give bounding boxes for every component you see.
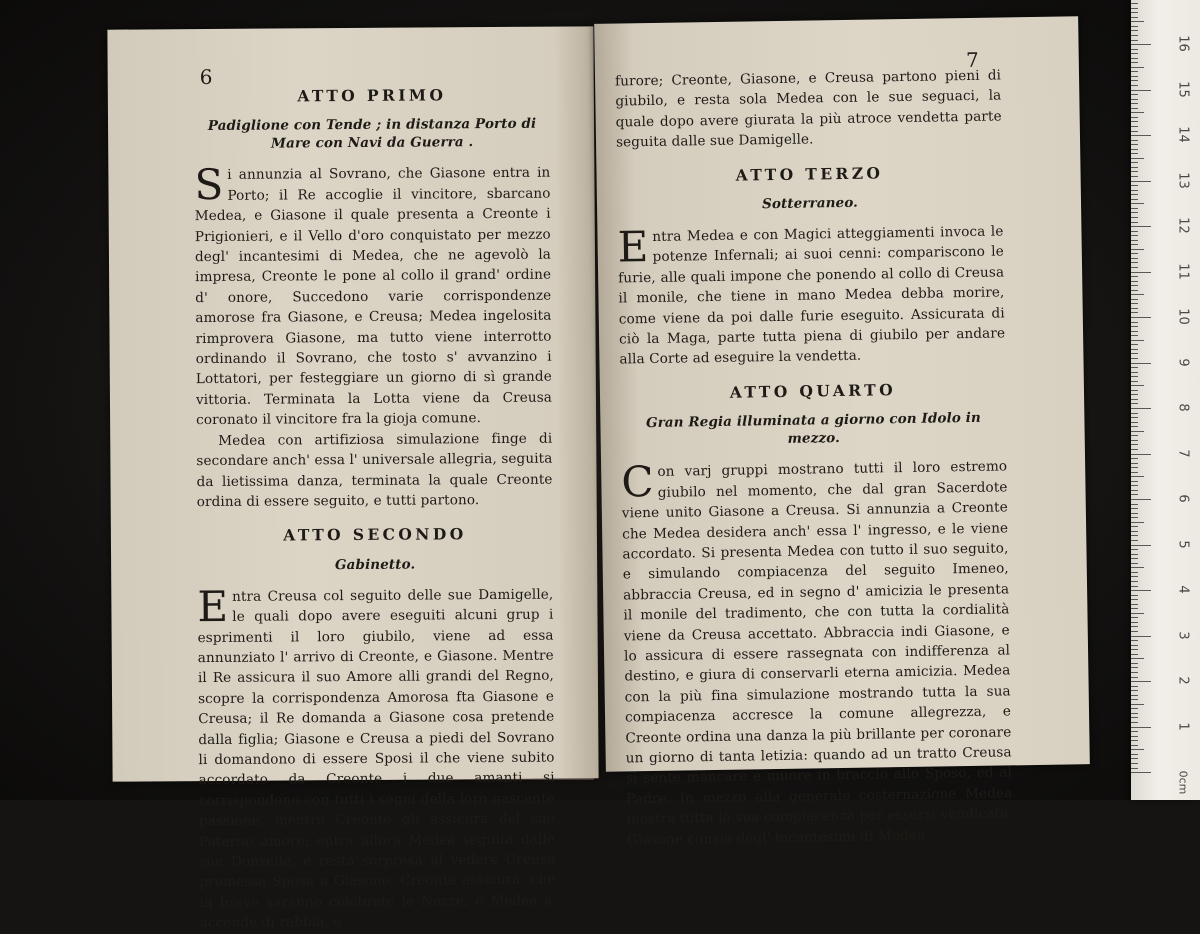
ruler-tick [1131, 176, 1138, 177]
ruler-tick [1131, 285, 1138, 286]
ruler-tick [1131, 244, 1138, 245]
ruler-tick [1131, 58, 1138, 59]
ruler-tick [1131, 135, 1151, 136]
ruler-tick [1131, 399, 1138, 400]
ruler-tick [1131, 417, 1138, 418]
ruler-tick [1131, 754, 1138, 755]
ruler-tick [1131, 490, 1138, 491]
ruler-tick [1131, 253, 1138, 254]
ruler-tick [1131, 499, 1151, 500]
ruler-tick [1131, 272, 1151, 273]
ruler-tick [1131, 162, 1138, 163]
ruler-tick [1131, 208, 1138, 209]
ruler-tick [1131, 249, 1144, 250]
ruler-tick [1131, 340, 1144, 341]
ruler-tick [1131, 153, 1138, 154]
ruler-tick [1131, 67, 1144, 68]
ruler-tick [1131, 722, 1138, 723]
ruler-tick [1131, 53, 1138, 54]
ruler-tick [1131, 258, 1138, 259]
ruler-tick [1131, 444, 1138, 445]
act4-scene: Gran Regia illuminata a giorno con Idolo in mezzo. [645, 410, 981, 448]
ruler-tick [1131, 636, 1151, 637]
ruler-tick [1131, 71, 1138, 72]
dropcap: S [194, 160, 224, 210]
act3-title: ATTO TERZO [735, 162, 884, 185]
ruler-tick [1131, 649, 1138, 650]
measuring-ruler [1131, 0, 1200, 800]
act1-paragraph-1: Si annunzia al Sovrano, che Giasone entra in Porto; il Re accoglie il vincitore, sbarcano Medea, e Giasone il quale presenta a Creonte i Prigionieri, e il Vello d'oro conquistato per mezzo degl' incantesimi di Medea, che ne agevolò la impresa, Creonte le pone al collo il grand' ordine d' onore, Succedono varie corrispondenze amorose fra Giasone, e Creusa; Medea ingelosita rimprovera Giasone, ma tutto viene interrotto ordinando il Sovrano, che tosto s' avvanzino i Lottatori, per festeggiare un giorno di sì grande vittoria. Terminata la Lotta viene da Creusa coronato il vincitore fra la gioja comune. [194, 160, 553, 429]
ruler-tick [1131, 326, 1138, 327]
ruler-tick [1131, 85, 1138, 86]
ruler-tick [1131, 595, 1138, 596]
ruler-tick [1131, 731, 1138, 732]
ruler-tick [1131, 394, 1138, 395]
ruler-tick [1131, 49, 1138, 50]
act2-scene: Gabinetto. [334, 556, 416, 573]
ruler-tick [1131, 353, 1138, 354]
ruler-tick [1131, 181, 1151, 182]
ruler-number: 8 [1175, 403, 1191, 412]
ruler-tick [1131, 322, 1138, 323]
ruler-tick [1131, 745, 1138, 746]
ruler-tick [1131, 713, 1138, 714]
ruler-tick [1131, 117, 1138, 118]
ruler-number: 6 [1175, 494, 1191, 503]
ruler-tick [1131, 158, 1144, 159]
ruler-number: 12 [1175, 217, 1191, 234]
ruler-tick [1131, 540, 1138, 541]
ruler-tick [1131, 303, 1138, 304]
ruler-number: 15 [1175, 80, 1191, 98]
ruler-tick [1131, 103, 1138, 104]
continuation-paragraph: furore; Creonte, Giasone, e Creusa partono pieni di giubilo, e resta sola Medea con le sue seguaci, la quale dopo avere giurata la più atroce vendetta parte seguita dalle sue Damigelle. [614, 67, 1002, 151]
ruler-tick [1131, 376, 1138, 377]
ruler-tick [1131, 581, 1138, 582]
ruler-tick [1131, 494, 1138, 495]
ruler-unit-label: 0cm [1176, 770, 1190, 795]
ruler-tick [1131, 567, 1144, 568]
ruler-tick [1131, 681, 1151, 682]
ruler-tick [1131, 599, 1138, 600]
ruler-tick [1131, 626, 1138, 627]
ruler-tick [1131, 613, 1144, 614]
ruler-tick [1131, 481, 1138, 482]
ruler-tick [1131, 586, 1138, 587]
right-page-text [615, 65, 1013, 850]
ruler-tick [1131, 408, 1151, 409]
ruler-tick [1131, 549, 1138, 550]
ruler-tick [1131, 308, 1138, 309]
ruler-tick [1131, 740, 1138, 741]
ruler-tick [1131, 608, 1138, 609]
ruler-tick [1131, 222, 1138, 223]
ruler-tick [1131, 699, 1138, 700]
ruler-tick [1131, 231, 1138, 232]
ruler-tick [1131, 90, 1151, 91]
ruler-tick [1131, 545, 1151, 546]
ruler-tick [1131, 686, 1138, 687]
ruler-tick [1131, 294, 1144, 295]
ruler-tick [1131, 281, 1138, 282]
ruler-tick [1131, 727, 1151, 728]
act2-paragraph-1: Entra Creusa col seguito delle sue Damigelle, le quali dopo avere eseguiti alcuni grup i esprimenti il loro giubilo, viene ad essa annunziato l' arrivo di Creonte, e Giasone. Mentre il Re assicura il suo Amore alli grandi del Regno, scopre la corrispondenza Amorosa fta Giasone e Creusa; il Re domanda a Giasone cosa pretende dalla figlia; Giasone e Creusa a piedi del Sovrano li domandono di essere Sposi il che viene subito accordato da Creonte i due amanti si corrispondono con tutti i segni della loro nascente passione, mentre Creonte gli assicura del suo Paterno amore; entra allora Medea seguita dalle sue Donzelle, e resta sorpresa al vedere Creusa promessa Sposa a Giasone, Creonte assicura, che in breve saranno celebrate le Nozze, e Medea s' accende di rabbia, e [197, 581, 556, 932]
ruler-tick [1131, 458, 1138, 459]
ruler-tick [1131, 658, 1144, 659]
ruler-tick [1131, 758, 1138, 759]
ruler-tick [1131, 8, 1138, 9]
ruler-tick [1131, 99, 1138, 100]
ruler-tick [1131, 454, 1151, 455]
left-page [107, 26, 598, 932]
ruler-tick [1131, 749, 1144, 750]
ruler-tick [1131, 403, 1138, 404]
ruler-tick [1131, 121, 1138, 122]
ruler-tick [1131, 30, 1138, 31]
ruler-tick [1131, 504, 1138, 505]
ruler-tick [1131, 167, 1138, 168]
ruler-tick [1131, 367, 1138, 368]
ruler-tick [1131, 708, 1138, 709]
ruler-tick [1131, 604, 1138, 605]
ruler-tick [1131, 235, 1138, 236]
dropcap: C [620, 457, 654, 507]
ruler-tick [1131, 144, 1138, 145]
ruler-tick [1131, 663, 1138, 664]
ruler-tick [1131, 526, 1138, 527]
act1-title: ATTO PRIMO [297, 85, 447, 106]
ruler-tick [1131, 426, 1138, 427]
ruler-tick [1131, 476, 1144, 477]
ruler-tick [1131, 531, 1138, 532]
ruler-tick [1131, 112, 1144, 113]
ruler-number: 16 [1175, 35, 1191, 52]
ruler-tick [1131, 44, 1151, 45]
ruler-tick [1131, 131, 1138, 132]
ruler-tick [1131, 358, 1138, 359]
ruler-tick [1131, 203, 1144, 204]
ruler-tick [1131, 62, 1138, 63]
ruler-tick [1131, 3, 1138, 4]
dropcap: E [617, 222, 649, 272]
ruler-tick [1131, 431, 1144, 432]
ruler-number: 7 [1175, 448, 1191, 458]
right-page-number: 7 [965, 47, 979, 73]
ruler-tick [1131, 422, 1138, 423]
ruler-tick [1131, 535, 1138, 536]
ruler-tick [1131, 517, 1138, 518]
ruler-tick [1131, 17, 1138, 18]
dropcap: E [197, 581, 229, 631]
ruler-tick [1131, 126, 1138, 127]
ruler-tick [1131, 331, 1138, 332]
ruler-number: 2 [1175, 676, 1191, 685]
ruler-tick [1131, 171, 1138, 172]
ruler-tick [1131, 508, 1138, 509]
ruler-tick [1131, 572, 1138, 573]
ruler-tick [1131, 381, 1138, 382]
ruler-tick [1131, 717, 1138, 718]
ruler-tick [1131, 631, 1138, 632]
ruler-number: 3 [1175, 630, 1191, 640]
ruler-tick [1131, 467, 1138, 468]
ruler-tick [1131, 690, 1138, 691]
ruler-tick [1131, 554, 1138, 555]
ruler-tick [1131, 463, 1138, 464]
ruler-tick [1131, 12, 1138, 13]
ruler-tick [1131, 772, 1151, 773]
ruler-tick [1131, 617, 1138, 618]
ruler-tick [1131, 513, 1138, 514]
ruler-tick [1131, 576, 1138, 577]
act3-scene: Sotterraneo. [761, 194, 859, 213]
ruler-number: 4 [1175, 585, 1191, 594]
ruler-tick [1131, 262, 1138, 263]
ruler-tick [1131, 640, 1138, 641]
ruler-tick [1131, 349, 1138, 350]
ruler-tick [1131, 267, 1138, 268]
ruler-tick [1131, 440, 1138, 441]
ruler-tick [1131, 695, 1138, 696]
ruler-tick [1131, 317, 1151, 318]
ruler-tick [1131, 472, 1138, 473]
ruler-tick [1131, 654, 1138, 655]
act2-title: ATTO SECONDO [283, 524, 467, 545]
ruler-tick [1131, 35, 1138, 36]
act3-paragraph-1: Entra Medea e con Magici atteggiamenti invoca le potenze Infernali; ai suoi cenni: compariscono le furie, alle quali impone che ponendo al collo di Creusa il monile, che tiene in mano Medea debba morire, come viene da poi dalle furie eseguito. Assicurata di ciò la Maga, parte tutta piena di giubilo per andare alla Corte ad eseguire la vendetta. [617, 222, 1006, 368]
ruler-tick [1131, 563, 1138, 564]
ruler-tick [1131, 372, 1138, 373]
ruler-tick [1131, 344, 1138, 345]
act1-paragraph-2: Medea con artifiziosa simulazione finge di secondare anch' essa l' universale allegria, seguita da lietissima danza, terminata la quale Creonte ordina di essere seguito, e tutti partono. [196, 430, 553, 510]
ruler-tick [1131, 240, 1138, 241]
ruler-tick [1131, 590, 1151, 591]
ruler-number: 1 [1175, 721, 1191, 731]
ruler-tick [1131, 290, 1138, 291]
ruler-tick [1131, 149, 1138, 150]
ruler-tick [1131, 768, 1138, 769]
right-page [594, 16, 1090, 849]
ruler-tick [1131, 677, 1138, 678]
ruler-tick [1131, 199, 1138, 200]
ruler-tick [1131, 185, 1138, 186]
ruler-tick [1131, 140, 1138, 141]
act4-paragraph-1: Con varj gruppi mostrano tutti il loro estremo giubilo nel momento, che dal gran Sacerdote viene unito Giasone a Creusa. Si annunzia a Creonte che Medea desidera anch' essa l' ingresso, e le viene accordato. Si presenta Medea con tutto il suo seguito, e simulando compiacenza del seguito Imeneo, abbraccia Creusa, ed in segno d' amicizia le presenta il monile del tradimento, che con tutta la cordialità viene da Creusa accettato. Abbraccia indi Giasone, e lo assicura di essere rassegnata con indifferenza al destino, e giura di conservarli eterna amicizia. Medea con la più fina simulazione mostrando tutta la sua compiacenza accresce la comune allegrezza, e Creonte ordina una danza la più brillante per coronare un giorno di tanta letizia: quando ad un tratto Creusa si sente mancare e muore in braccio allo Sposo, ed al Padre. In mezzo alla generale costernazione Medea mostra tutta la sua compiacenza per essersi vendicata. Giasone consio degl' incantesimi di Medea [620, 457, 1013, 849]
ruler-tick [1131, 645, 1138, 646]
ruler-tick [1131, 667, 1138, 668]
ruler-tick [1131, 335, 1138, 336]
ruler-tick [1131, 26, 1138, 27]
ruler-tick [1131, 363, 1151, 364]
ruler-tick [1131, 299, 1138, 300]
ruler-number: 5 [1175, 539, 1191, 549]
ruler-tick [1131, 212, 1138, 213]
ruler-tick [1131, 21, 1144, 22]
ruler-tick [1131, 194, 1138, 195]
ruler-tick [1131, 485, 1138, 486]
ruler-tick [1131, 108, 1138, 109]
ruler-tick [1131, 435, 1138, 436]
ruler-number: 11 [1175, 262, 1191, 280]
ruler-tick [1131, 763, 1138, 764]
ruler-tick [1131, 276, 1138, 277]
act4-title: ATTO QUARTO [729, 380, 897, 402]
ruler-tick [1131, 704, 1144, 705]
ruler-tick [1131, 736, 1138, 737]
ruler-tick [1131, 80, 1138, 81]
ruler-tick [1131, 385, 1144, 386]
ruler-tick [1131, 40, 1138, 41]
ruler-tick [1131, 226, 1151, 227]
ruler-tick [1131, 522, 1144, 523]
left-page-number: 6 [199, 64, 213, 90]
left-page-text [194, 77, 556, 934]
ruler-number: 9 [1175, 357, 1191, 367]
ruler-number: 14 [1175, 126, 1191, 143]
ruler-tick [1131, 672, 1138, 673]
ruler-tick [1131, 190, 1138, 191]
ruler-number: 13 [1175, 171, 1191, 189]
ruler-tick [1131, 413, 1138, 414]
ruler-tick [1131, 558, 1138, 559]
act1-scene: Padiglione con Tende ; in distanza Porto di Mare con Navi da Guerra . [207, 116, 537, 152]
ruler-tick [1131, 622, 1138, 623]
ruler-tick [1131, 217, 1138, 218]
ruler-tick [1131, 94, 1138, 95]
ruler-tick [1131, 449, 1138, 450]
ruler-tick [1131, 390, 1138, 391]
ruler-tick [1131, 312, 1138, 313]
ruler-tick [1131, 76, 1138, 77]
ruler-number: 10 [1175, 308, 1191, 325]
